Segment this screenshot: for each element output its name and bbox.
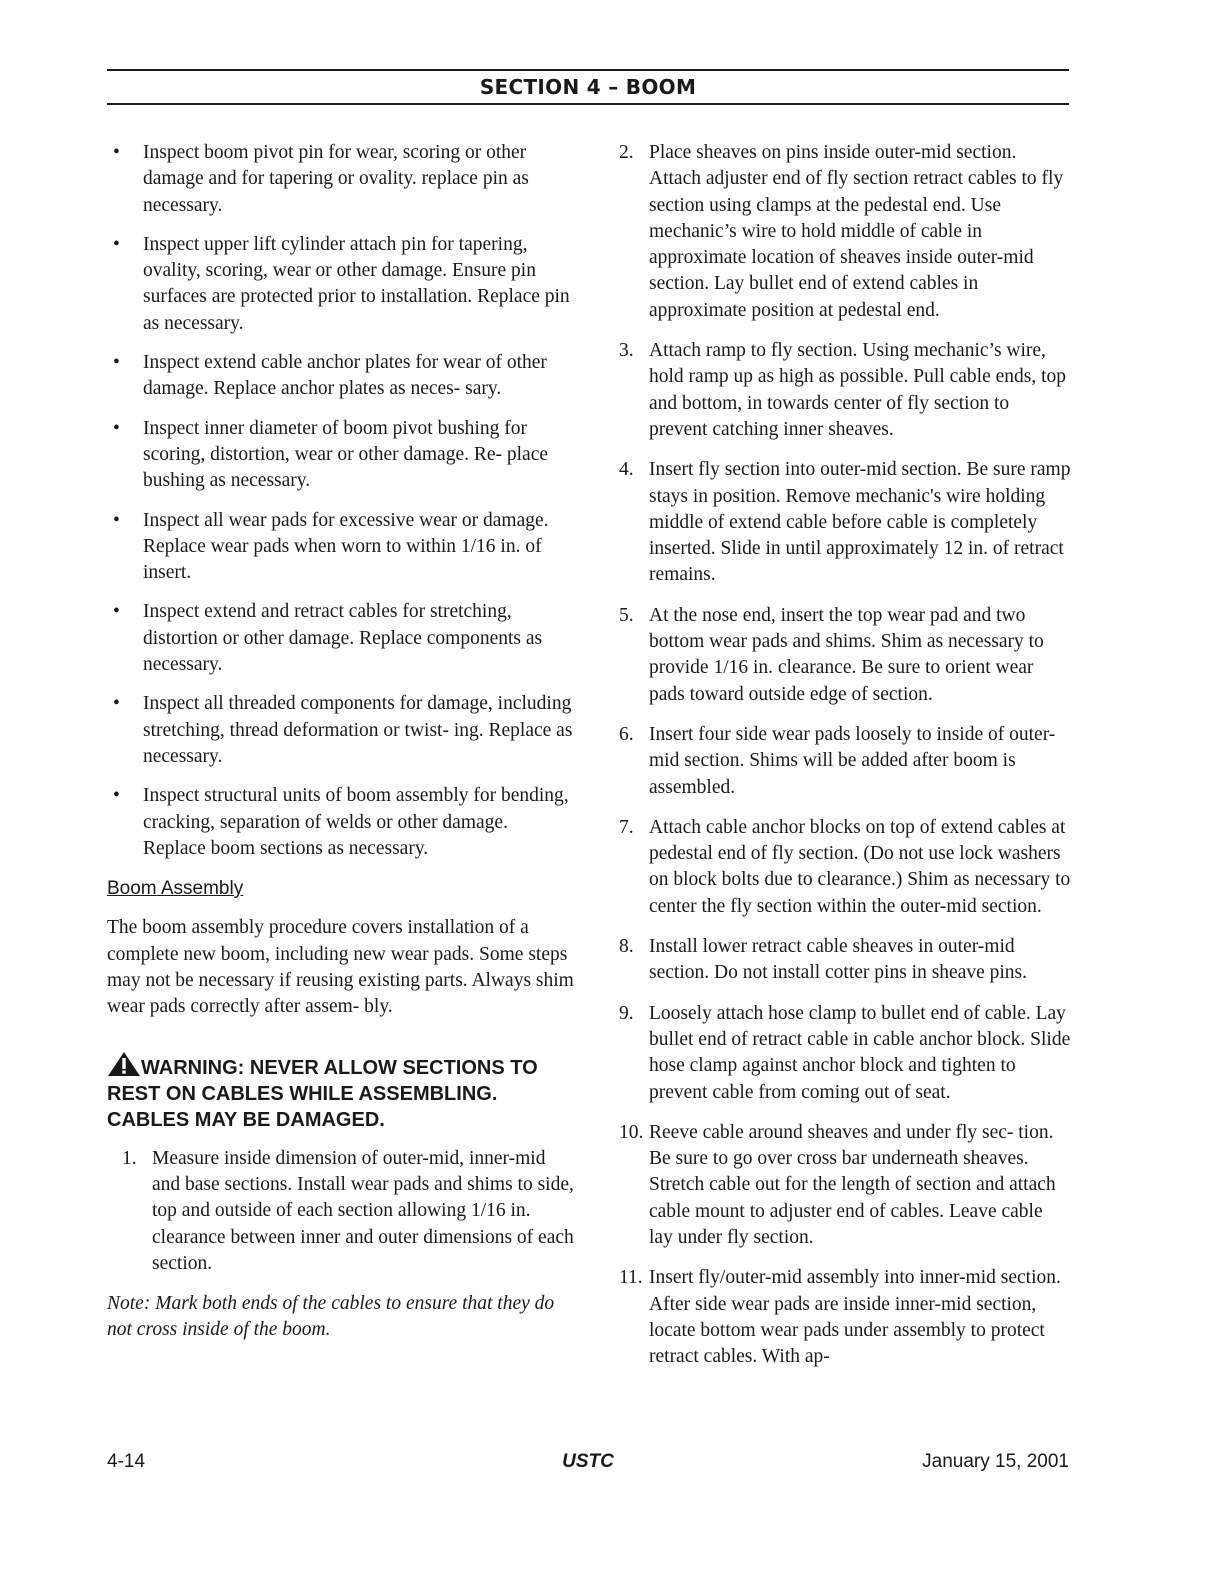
step-number: 3. — [619, 340, 634, 362]
warning-block — [107, 1051, 575, 1133]
step-number: 10. — [619, 1121, 644, 1143]
assembly-steps-right — [619, 140, 1071, 1370]
list-item — [107, 783, 575, 862]
step-text: Reeve cable around sheaves and under fly sec- tion. Be sure to go over cross bar underneath sheaves. Stretch cable out for the length of section and attach cable mount to adjuster end of cables. Leave cable lay under fly section. — [649, 1121, 1056, 1248]
list-item-text: Inspect structural units of boom assembly for bending, cracking, separation of welds or other damage. Replace boom sections as necessary. — [143, 785, 569, 859]
step-number: 9. — [619, 1002, 634, 1024]
note: Note: Mark both ends of the cables to ensure that they do not cross inside of the boom. — [107, 1293, 555, 1341]
left-column — [107, 140, 575, 1344]
list-item — [619, 603, 1071, 708]
list-item-text: Inspect boom pivot pin for wear, scoring or other damage and for tapering or ovality. replace pin as necessary. — [143, 142, 529, 216]
bullet-symbol: • — [113, 417, 120, 439]
step-text: At the nose end, insert the top wear pad and two bottom wear pads and shims. Shim as necessary to provide 1/16 in. clearance. Be sure to orient wear pads toward outside edge of section. — [649, 604, 1044, 705]
section-title: SECTION 4 – BOOM — [479, 75, 697, 99]
step-number: 7. — [619, 816, 634, 838]
list-item — [619, 338, 1071, 443]
step-number: 6. — [619, 723, 634, 745]
bullet-symbol: • — [113, 601, 120, 623]
list-item — [107, 140, 575, 219]
list-item — [619, 140, 1071, 324]
page-number: 4-14 — [107, 1451, 146, 1472]
warning-text: WARNING: NEVER ALLOW SECTIONS TO REST ON CABLES WHILE ASSEMBLING. CABLES MAY BE DAMAGED. — [107, 1056, 538, 1131]
list-item — [107, 508, 575, 587]
publication-date: January 15, 2001 — [922, 1451, 1069, 1472]
right-column — [619, 140, 1071, 1384]
bullet-symbol: • — [113, 693, 120, 715]
step-text: Place sheaves on pins inside outer-mid section. Attach adjuster end of fly section retract cables to fly section using clamps at the pedestal end. Use mechanic’s wire to hold middle of cable in approximate location of sheaves inside outer-mid section. Lay bullet end of extend cables in approximate position at pedestal end. — [649, 142, 1064, 321]
bullet-symbol: • — [113, 352, 120, 374]
warning-triangle-icon — [107, 1051, 141, 1077]
step-text: Insert fly/outer-mid assembly into inner-mid section. After side wear pads are inside inner-mid section, locate bottom wear pads under assembly to protect retract cables. With ap- — [649, 1267, 1061, 1368]
step-number: 1. — [122, 1147, 137, 1169]
list-item — [619, 1001, 1071, 1106]
step-number: 5. — [619, 604, 634, 626]
step-number: 8. — [619, 936, 634, 958]
step-text: Install lower retract cable sheaves in outer-mid section. Do not install cotter pins in sheave pins. — [649, 936, 1028, 984]
step-text: Loosely attach hose clamp to bullet end of cable. Lay bullet end of retract cable in cable anchor block. Slide hose clamp against anchor block and tighten to prevent cable from coming out of seat. — [649, 1002, 1071, 1103]
list-item-text: Inspect extend and retract cables for stretching, distortion or other damage. Replace components as necessary. — [143, 601, 543, 676]
list-item — [619, 457, 1071, 588]
bullet-symbol: • — [113, 233, 120, 255]
inspection-list — [107, 140, 575, 862]
list-item-text: Inspect extend cable anchor plates for wear of other damage. Replace anchor plates as neces- sary. — [143, 352, 547, 400]
page-footer — [107, 1451, 1069, 1479]
list-item — [619, 1120, 1071, 1251]
step-number: 4. — [619, 459, 634, 481]
bullet-symbol: • — [113, 785, 120, 807]
step-text: Attach ramp to fly section. Using mechanic’s wire, hold ramp up as high as possible. Pull cable ends, top and bottom, in towards center of fly section to prevent catching inner sheaves. — [649, 340, 1067, 440]
step-number: 11. — [619, 1267, 643, 1289]
step-number: 2. — [619, 142, 634, 163]
list-item-text: Inspect inner diameter of boom pivot bushing for scoring, distortion, wear or other damage. Re- place bushing as necessary. — [143, 417, 549, 492]
list-item — [107, 599, 575, 678]
list-item-text: Inspect all wear pads for excessive wear or damage. Replace wear pads when worn to within 1/16 in. of insert. — [143, 509, 549, 584]
list-item — [107, 416, 575, 495]
assembly-intro: The boom assembly procedure covers installation of a complete new boom, including new wear pads. Some steps may not be necessary if reusing existing parts. Always shim wear pads correctly after assem- bly. — [107, 917, 574, 1018]
boom-assembly-heading: Boom Assembly — [107, 878, 244, 900]
list-item — [619, 722, 1071, 801]
list-item — [619, 815, 1071, 920]
list-item — [107, 350, 575, 403]
assembly-steps-left — [122, 1146, 575, 1277]
brand-name: USTC — [562, 1451, 614, 1472]
list-item-text: Inspect all threaded components for damage, including stretching, thread deformation or twist- ing. Replace as necessary. — [143, 693, 573, 767]
page-header — [107, 69, 1069, 105]
list-item-text: Inspect upper lift cylinder attach pin for tapering, ovality, scoring, wear or other damage. Ensure pin surfaces are protected prior to installation. Replace pin as necessary. — [143, 233, 570, 334]
bullet-symbol: • — [113, 509, 120, 531]
step-text: Insert four side wear pads loosely to inside of outer-mid section. Shims will be added after boom is assembled. — [649, 723, 1056, 798]
step-text: Attach cable anchor blocks on top of extend cables at pedestal end of fly section. (Do not use lock washers on block bolts due to clearance.) Shim as necessary to center the fly section within the outer-mid section. — [649, 816, 1071, 917]
bullet-symbol: • — [113, 142, 120, 163]
list-item — [122, 1146, 575, 1277]
list-item — [619, 934, 1071, 987]
list-item — [107, 232, 575, 337]
list-item — [619, 1265, 1071, 1370]
list-item — [107, 691, 575, 770]
step-text: Insert fly section into outer-mid section. Be sure ramp stays in position. Remove mechanic's wire holding middle of extend cable before cable is completely inserted. Slide in until approximately 12 in. of retract remains. — [649, 459, 1071, 586]
step-text: Measure inside dimension of outer-mid, inner-mid and base sections. Install wear pads and shims to side, top and outside of each section allowing 1/16 in. clearance between inner and outer dimensions of each section. — [152, 1147, 574, 1274]
